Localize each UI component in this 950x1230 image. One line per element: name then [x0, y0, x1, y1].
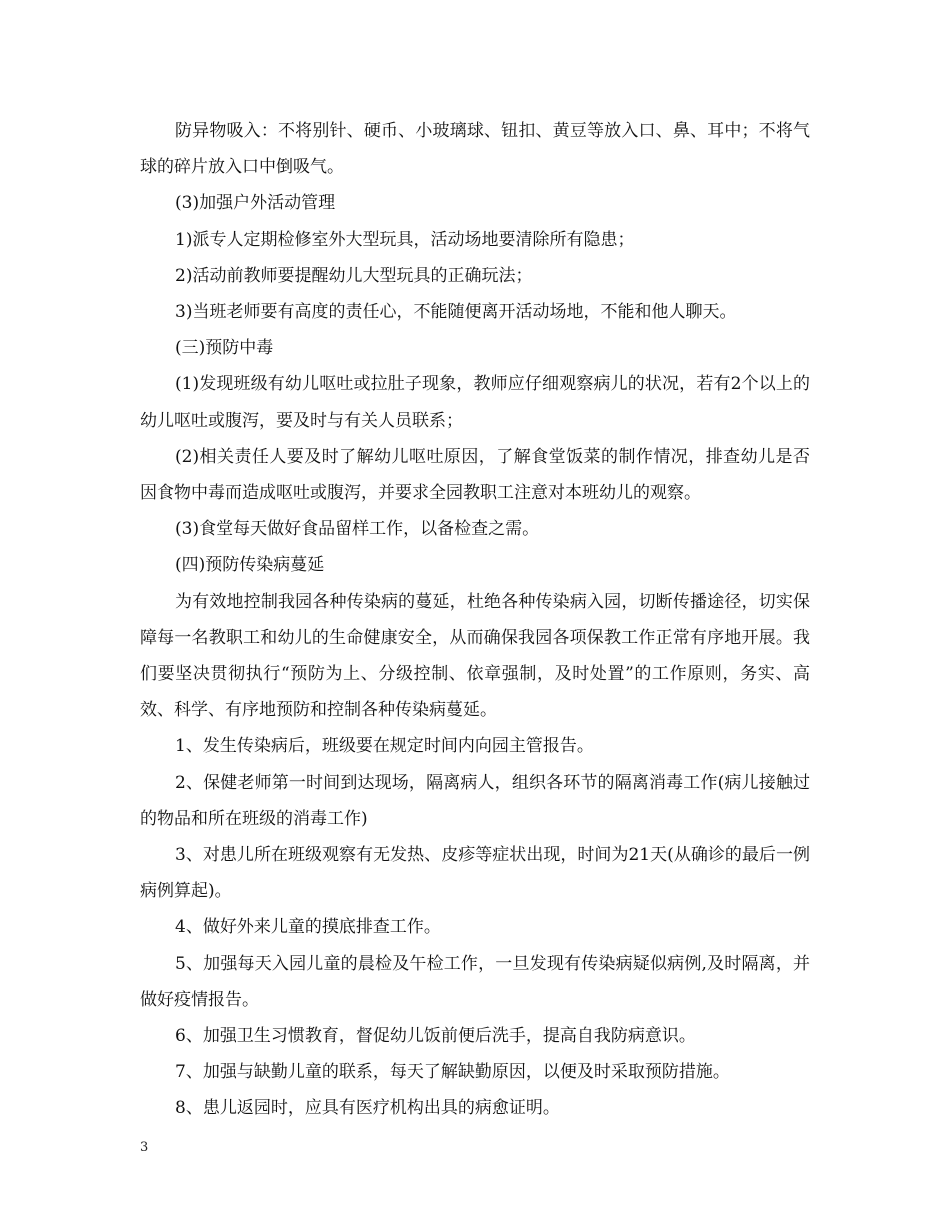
heading-outdoor-activity: (3)加强户外活动管理 — [175, 193, 336, 214]
paragraph-outdoor-1: 1)派专人定期检修室外大型玩具，活动场地要清除所有隐患； — [175, 229, 635, 250]
paragraph-disease-8: 8、患儿返园时，应具有医疗机构出具的病愈证明。 — [175, 1098, 560, 1119]
paragraph-disease-7: 7、加强与缺勤儿童的联系，每天了解缺勤原因，以便及时采取预防措施。 — [175, 1062, 730, 1083]
heading-infectious-disease: (四)预防传染病蔓延 — [175, 555, 325, 576]
paragraph-outdoor-3: 3)当班老师要有高度的责任心，不能随便离开活动场地，不能和他人聊天。 — [175, 302, 737, 323]
paragraph-disease-2: 2、保健老师第一时间到达现场，隔离病人，组织各环节的隔离消毒工作(病儿接触过的物品和所在班级的消毒工作) — [140, 772, 810, 829]
paragraph-disease-1: 1、发生传染病后，班级要在规定时间内向园主管报告。 — [175, 736, 594, 757]
document-body — [140, 113, 810, 1127]
paragraph-foreign-object: 防异物吸入：不将别针、硬币、小玻璃球、钮扣、黄豆等放入口、鼻、耳中；不将气球的碎片放入口中倒吸气。 — [140, 121, 810, 178]
paragraph-disease-6: 6、加强卫生习惯教育，督促幼儿饭前便后洗手，提高自我防病意识。 — [175, 1026, 696, 1047]
paragraph-outdoor-2: 2)活动前教师要提醒幼儿大型玩具的正确玩法； — [175, 265, 533, 286]
paragraph-poison-2: (2)相关责任人要及时了解幼儿呕吐原因，了解食堂饭菜的制作情况，排查幼儿是否因食物中毒而造成呕吐或腹泻，并要求全园教职工注意对本班幼儿的观察。 — [140, 446, 810, 504]
paragraph-disease-4: 4、做好外来儿童的摸底排查工作。 — [175, 917, 441, 938]
heading-poison-prevention: (三)预防中毒 — [175, 338, 274, 359]
page-number: 3 — [140, 1140, 149, 1155]
paragraph-poison-3: (3)食堂每天做好食品留样工作，以备检查之需。 — [175, 519, 540, 540]
paragraph-disease-5: 5、加强每天入园儿童的晨检及午检工作，一旦发现有传染病疑似病例,及时隔离，并做好疫情报告。 — [140, 953, 810, 1010]
paragraph-disease-intro: 为有效地控制我园各种传染病的蔓延，杜绝各种传染病入园，切断传播途径，切实保障每一名教职工和幼儿的生命健康安全，从而确保我园各项保教工作正常有序地开展。我们要坚决贯彻执行“预防为上、分级控制、依章强制，及时处置”的工作原则，务实、高效、科学、有序地预防和控制各种传染病蔓延。 — [140, 591, 810, 721]
paragraph-disease-3: 3、对患儿所在班级观察有无发热、皮疹等症状出现，时间为21天(从确诊的最后一例病例算起)。 — [140, 845, 810, 902]
paragraph-poison-1: (1)发现班级有幼儿呕吐或拉肚子现象，教师应仔细观察病儿的状况，若有2个以上的幼儿呕吐或腹泻，要及时与有关人员联系； — [140, 374, 810, 431]
